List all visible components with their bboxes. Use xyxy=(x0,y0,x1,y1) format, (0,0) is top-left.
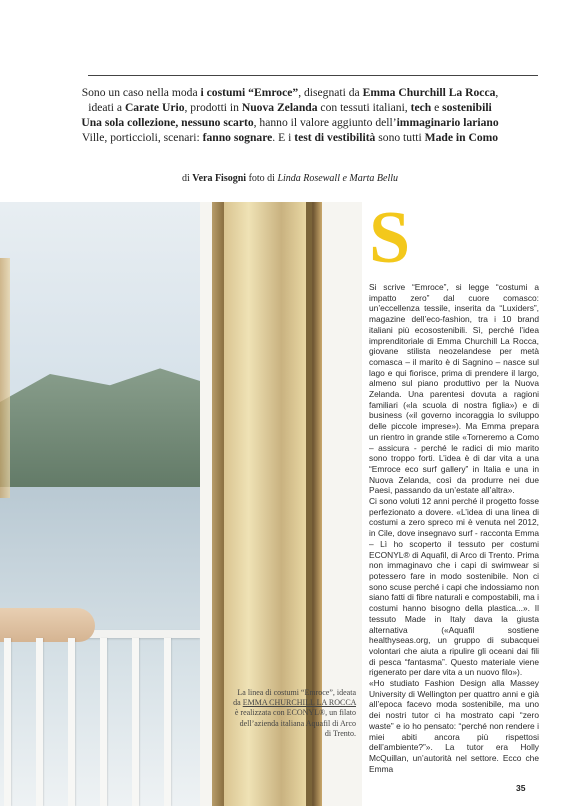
baluster xyxy=(100,638,107,806)
text: Sono un caso nella moda xyxy=(81,86,201,99)
bold-text: i costumi “Emroce” xyxy=(200,86,299,99)
text: , hanno il valore aggiunto dell’ xyxy=(253,116,397,129)
text: , xyxy=(495,86,499,99)
photo-caption xyxy=(232,688,356,739)
bold-text: Carate Urio xyxy=(124,101,185,114)
text: Ville, porticcioli, scenari: xyxy=(81,131,203,144)
photo-credit-prefix: foto di xyxy=(246,173,278,184)
bold-text: Una sola collezione, nessuno scarto xyxy=(81,116,254,129)
top-rule xyxy=(88,75,538,76)
byline xyxy=(50,173,530,184)
caption-name: EMMA CHURCHILL LA ROCCA xyxy=(242,698,356,708)
bold-text: immaginario lariano xyxy=(396,116,499,129)
page-number: 35 xyxy=(516,783,526,793)
standfirst-line-4 xyxy=(50,130,530,145)
paragraph: «Ho studiato Fashion Design alla Massey University di Wellington per quattro anni e già all’epoca facevo moda sostenibile, ma uno dei nostri tutor ci ha mostrato capi “zero waste” e io ho pensato: “perché non rendere i miei abiti ancora più rispettosi dell’ambiente?”». La tutor era Holly McQuillan, un’autorità nel settore. Ecco che Emma xyxy=(369,678,539,774)
bold-text: fanno sognare xyxy=(202,131,273,144)
caption-text: La linea di costumi “Emroce”, ideata da xyxy=(233,688,356,708)
baluster xyxy=(36,638,43,806)
bold-text: tech xyxy=(410,101,432,114)
standfirst xyxy=(50,85,530,145)
author-name: Vera Fisogni xyxy=(192,173,247,184)
text: . E i xyxy=(272,131,295,144)
hair xyxy=(0,258,10,498)
byline-prefix: di xyxy=(181,173,193,184)
bold-text: Made in Como xyxy=(424,131,499,144)
text: , prodotti in xyxy=(184,101,242,114)
hand xyxy=(0,608,95,642)
caption-text: è realizzata con ECONYL®, un filato dell’azienda italiana Aquafil di Arco di Trento. xyxy=(234,708,356,738)
text: con tessuti italiani, xyxy=(317,101,411,114)
bold-text: sostenibili xyxy=(442,101,492,114)
text: ideati a xyxy=(88,101,125,114)
baluster xyxy=(4,638,11,806)
bold-text: test di vestibilità xyxy=(294,131,376,144)
baluster xyxy=(68,638,75,806)
article-body xyxy=(369,282,539,774)
text: , disegnati da xyxy=(298,86,363,99)
standfirst-line-1 xyxy=(50,85,530,100)
paragraph: Si scrive “Emroce”, si legge “costumi a impatto zero” dal cuore comasco: un’eccellenza tessile, inserita da “Luxiders”, magazine dell’eco-fashion, tra i 10 brand italiani più ecosostenibili. Sì, perché l’idea imprenditoriale di Emma Churchill La Rocca, giovane stilista neozelandese per metà comasca – il marito è di Sagnino – nasce sul lago e qui fiorisce, prima di prendere il largo, almeno sul piano produttivo per la Nuova Zelanda. Una parentesi dovuta a ragioni familiari («la scuola di nostra figlia») e di business («il governo incoraggia lo sviluppo delle piccole imprese»). Ma Emma prepara un rientro in grande stile «Torneremo a Como – assicura - perché le radici di mio marito sono troppo forti. L’idea è di dar vita a una “Emroce eco surf gallery” in Italia e una in Nuova Zelanda, così da produrre nei due Paesi, passando da un’estate all’altra». xyxy=(369,282,539,496)
standfirst-line-3 xyxy=(50,115,530,130)
baluster xyxy=(132,638,139,806)
bold-text: Nuova Zelanda xyxy=(241,101,318,114)
text: e xyxy=(431,101,443,114)
text: sono tutti xyxy=(375,131,425,144)
baluster xyxy=(164,638,171,806)
photographers: Linda Rosewall e Marta Bellu xyxy=(277,173,399,184)
bold-text: Emma Churchill La Rocca xyxy=(362,86,496,99)
paragraph: Ci sono voluti 12 anni perché il progetto fosse perfezionato a dovere. «L’idea di una linea di costumi a zero spreco mi è venuta nel 2012, in Cile, dove insegnavo surf - racconta Emma – Lì ho scoperto il tessuto per costumi ECONYL® di Aquafil, di Arco di Trento. Prima non immaginavo che i capi di swimwear si potessero fare in modo sostenibile. Non ci sono scuse perché i capi che indossiamo non siano fatti di fibre naturali e compostabili, ma i costumi hanno bisogno della plastica...». Il tessuto Made in Italy dava la giusta alternativa («Aquafil sostiene healthyseas.org, un gruppo di subacquei volontari che aiuta a ripulire gli oceani dai fili di pesca “fantasma”. Questo materiale viene rigenerato per dare vita a un nuovo filo»). xyxy=(369,496,539,678)
standfirst-line-2 xyxy=(50,100,530,115)
drop-cap: S xyxy=(369,197,411,279)
lake-balcony-photo xyxy=(0,202,362,806)
